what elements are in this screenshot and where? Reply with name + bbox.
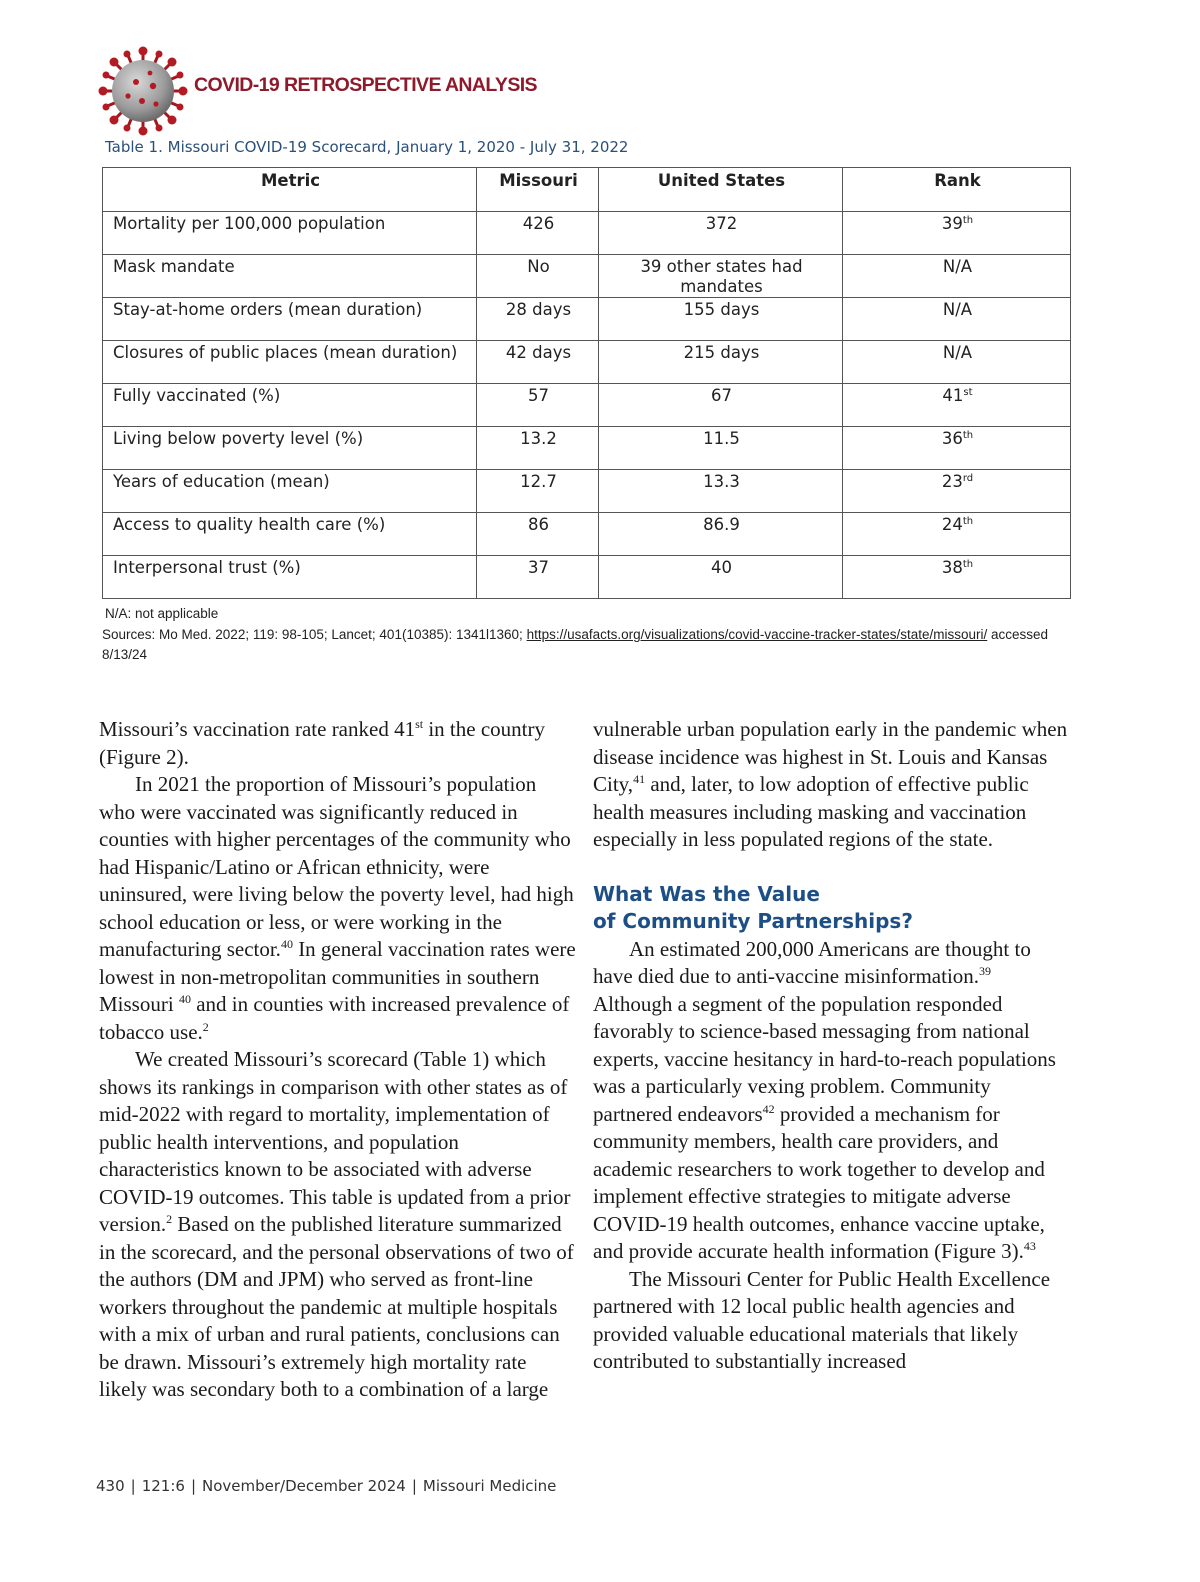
rank-cell: 36th bbox=[843, 427, 1071, 470]
rank-cell: 23rd bbox=[843, 470, 1071, 513]
rank-cell: N/A bbox=[843, 255, 1071, 298]
metric-cell: Closures of public places (mean duration) bbox=[103, 341, 477, 384]
table-row bbox=[103, 470, 1071, 513]
table-row bbox=[103, 384, 1071, 427]
metric-cell: Access to quality health care (%) bbox=[103, 513, 477, 556]
paragraph: We created Missouri’s scorecard (Table 1) which shows its rankings in comparison with other states as of mid-2022 with regard to mortality, implementation of public health interventions, and population characteristics known to be associated with adverse COVID-19 outcomes. This table is updated from a prior version.$^2$ Based on the published literature summarized in the scorecard, and the personal observations of two of the authors (DM and JPM) who served as front-line workers throughout the pandemic at multiple hospitals with a mix of urban and rural patients, conclusions can be drawn. Missouri’s extremely high mortality rate likely was secondary both to a combination of a large bbox=[99, 1047, 574, 1401]
body-right-column bbox=[593, 716, 1071, 1376]
paragraph: vulnerable urban population early in the pandemic when disease incidence was highest in St. Louis and Kansas City,$^{41}$ and, later, to low adoption of effective public health measures including masking and vaccination especially in less populated regions of the state. bbox=[593, 717, 1068, 851]
coronavirus-icon bbox=[98, 46, 188, 136]
rank-cell: 41st bbox=[843, 384, 1071, 427]
missouri-cell: 86 bbox=[477, 513, 599, 556]
table-row bbox=[103, 298, 1071, 341]
rank-cell: 24th bbox=[843, 513, 1071, 556]
sources-link[interactable]: https://usafacts.org/visualizations/covid-vaccine-tracker-states/state/missouri/ bbox=[526, 627, 988, 642]
body-left-column bbox=[99, 716, 577, 1404]
paragraph: An estimated 200,000 Americans are thought to have died due to anti-vaccine misinformation.$^{39}$ Although a segment of the population responded favorably to science-based messaging from national experts, vaccine hesitancy in hard-to-reach populations was a particularly vexing problem. Community partnered endeavors$^{42}$ provided a mechanism for community members, health care providers, and academic researchers to work together to develop and implement effective strategies to mitigate adverse COVID-19 health outcomes, enhance vaccine uptake, and provide accurate health information (Figure 3).$^{43}$ bbox=[593, 936, 1056, 1263]
us-cell: 86.9 bbox=[599, 513, 843, 556]
table-sources bbox=[102, 625, 1062, 665]
missouri-cell: 12.7 bbox=[477, 470, 599, 513]
table-row bbox=[103, 513, 1071, 556]
rank-cell: 38th bbox=[843, 556, 1071, 599]
rank-cell: 39th bbox=[843, 212, 1071, 255]
rank-cell: N/A bbox=[843, 298, 1071, 341]
missouri-cell: 37 bbox=[477, 556, 599, 599]
journal-name: Missouri Medicine bbox=[422, 1477, 557, 1495]
us-cell: 11.5 bbox=[599, 427, 843, 470]
issue-date: November/December 2024 bbox=[202, 1477, 406, 1495]
metric-cell: Living below poverty level (%) bbox=[103, 427, 477, 470]
us-cell: 215 days bbox=[599, 341, 843, 384]
section-heading: What Was the Value of Community Partnerships? bbox=[593, 881, 913, 933]
column-header: United States bbox=[599, 168, 843, 212]
table-row bbox=[103, 212, 1071, 255]
metric-cell: Mask mandate bbox=[103, 255, 477, 298]
column-header: Missouri bbox=[477, 168, 599, 212]
missouri-cell: 42 days bbox=[477, 341, 599, 384]
us-cell: 40 bbox=[599, 556, 843, 599]
scorecard-table bbox=[102, 167, 1071, 599]
us-cell: 13.3 bbox=[599, 470, 843, 513]
column-header: Rank bbox=[843, 168, 1071, 212]
table-row bbox=[103, 341, 1071, 384]
page-number: 430 bbox=[96, 1477, 125, 1495]
missouri-cell: 426 bbox=[477, 212, 599, 255]
paragraph: Missouri’s vaccination rate ranked 41st in the country (Figure 2). bbox=[99, 717, 545, 769]
metric-cell: Years of education (mean) bbox=[103, 470, 477, 513]
us-cell: 155 days bbox=[599, 298, 843, 341]
paragraph: In 2021 the proportion of Missouri’s population who were vaccinated was significantly reduced in counties with higher percentages of the community who had Hispanic/Latino or African ethnicity, were uninsured, were living below the poverty level, had high school education or less, or were working in the manufacturing sector.$^{40}$ In general vaccination rates were lowest in non-metropolitan communities in southern Missouri $^{40}$ and in counties with increased prevalence of tobacco use.$^2$ bbox=[99, 772, 576, 1044]
issue-number: 121:6 bbox=[141, 1477, 185, 1495]
paragraph: The Missouri Center for Public Health Excellence partnered with 12 local public health agencies and provided valuable educational materials that likely contributed to substantially increased bbox=[593, 1266, 1051, 1373]
missouri-cell: 28 days bbox=[477, 298, 599, 341]
us-cell: 372 bbox=[599, 212, 843, 255]
us-cell: 39 other states had mandates bbox=[599, 255, 843, 298]
missouri-cell: 13.2 bbox=[477, 427, 599, 470]
table-header-row bbox=[103, 168, 1071, 212]
table-footnote: N/A: not applicable bbox=[105, 606, 219, 621]
sources-accessed: accessed 8/13/24 bbox=[102, 627, 1049, 662]
section-title: COVID-19 RETROSPECTIVE ANALYSIS bbox=[194, 74, 537, 96]
table-caption: Table 1. Missouri COVID-19 Scorecard, January 1, 2020 - July 31, 2022 bbox=[105, 138, 629, 156]
missouri-cell: 57 bbox=[477, 384, 599, 427]
missouri-cell: No bbox=[477, 255, 599, 298]
table-row bbox=[103, 427, 1071, 470]
table-row bbox=[103, 255, 1071, 298]
table-row bbox=[103, 556, 1071, 599]
metric-cell: Fully vaccinated (%) bbox=[103, 384, 477, 427]
metric-cell: Stay-at-home orders (mean duration) bbox=[103, 298, 477, 341]
metric-cell: Interpersonal trust (%) bbox=[103, 556, 477, 599]
page-footer: 430 | 121:6 | November/December 2024 | Missouri Medicine bbox=[96, 1477, 557, 1495]
column-header: Metric bbox=[103, 168, 477, 212]
rank-cell: N/A bbox=[843, 341, 1071, 384]
us-cell: 67 bbox=[599, 384, 843, 427]
metric-cell: Mortality per 100,000 population bbox=[103, 212, 477, 255]
sources-text: Sources: Mo Med. 2022; 119: 98-105; Lancet; 401(10385): 1341l1360; bbox=[102, 627, 523, 642]
